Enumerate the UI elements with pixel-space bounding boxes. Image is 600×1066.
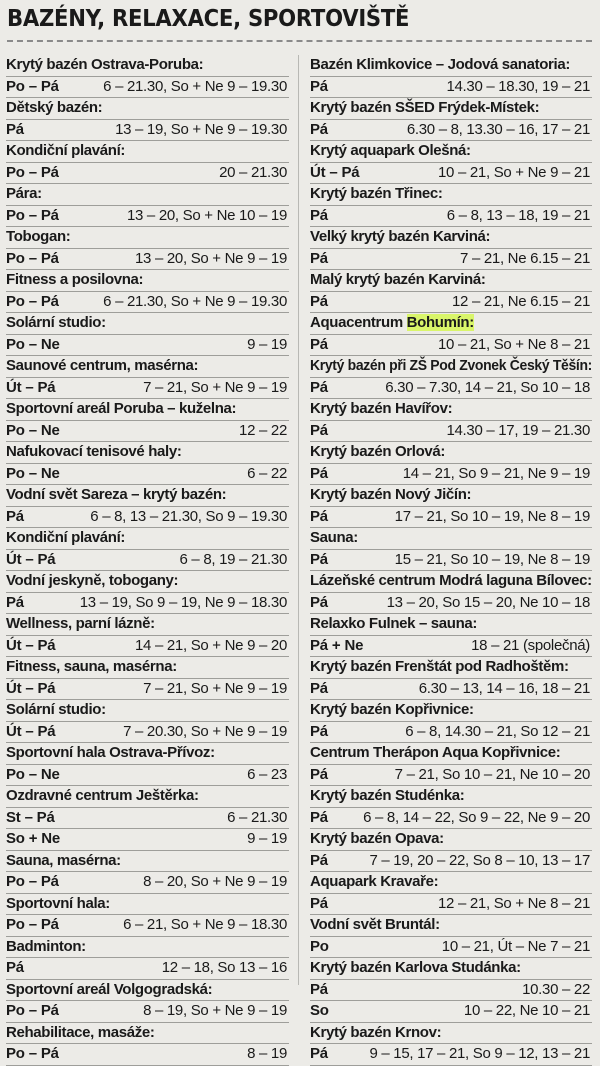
schedule-days: Po (310, 937, 329, 955)
schedule-days: Po – Pá (6, 292, 59, 310)
schedule-row (6, 378, 289, 400)
schedule-hours: 7 – 19, 20 – 22, So 8 – 10, 13 – 17 (369, 851, 590, 869)
schedule-row (6, 1044, 289, 1066)
venue-name: Krytý bazén Studénka: (310, 786, 592, 808)
venue-entry (310, 356, 592, 399)
venue-name: Malý krytý bazén Karviná: (310, 270, 592, 292)
schedule-hours: 10 – 22, Ne 10 – 21 (463, 1002, 590, 1019)
venue-name: Bazén Klimkovice – Jodová sanatoria: (310, 55, 592, 77)
schedule-row (310, 1001, 592, 1023)
schedule-hours: 6 – 8, 14 – 22, So 9 – 22, Ne 9 – 20 (363, 808, 590, 826)
highlighted-text: Bohumín: (406, 314, 474, 331)
schedule-days: Pá (310, 421, 328, 439)
schedule-hours: 13 – 20, So + Ne 9 – 19 (135, 249, 287, 267)
schedule-hours: 9 – 15, 17 – 21, So 9 – 12, 13 – 21 (369, 1045, 590, 1062)
schedule-days: Út – Pá (6, 722, 56, 740)
schedule-row (6, 808, 289, 830)
schedule-hours: 7 – 20.30, So + Ne 9 – 19 (123, 722, 287, 740)
schedule-row (6, 249, 289, 271)
schedule-days: Pá (6, 120, 24, 138)
schedule-hours: 8 – 20, So + Ne 9 – 19 (143, 873, 287, 890)
venue-name (310, 313, 592, 335)
schedule-hours: 10 – 21, So + Ne 8 – 21 (438, 335, 590, 353)
schedule-days: Pá (310, 765, 328, 783)
venue-entry (6, 270, 289, 313)
schedule-days: Po – Ne (6, 765, 60, 783)
venue-name: Wellness, parní lázně: (6, 614, 289, 636)
schedule-row (310, 335, 592, 357)
schedule-hours: 6 – 21.30, So + Ne 9 – 19.30 (103, 77, 287, 95)
venue-name: Krytý bazén Ostrava-Poruba: (6, 55, 289, 77)
schedule-days: Pá + Ne (310, 636, 364, 654)
venue-entry (310, 614, 592, 657)
venue-name: Tobogan: (6, 227, 289, 249)
venue-entry (310, 55, 592, 98)
schedule-days: Po – Pá (6, 163, 59, 181)
schedule-days: Po – Ne (6, 421, 60, 439)
venue-entry (6, 528, 289, 571)
schedule-days: Pá (310, 120, 328, 138)
venue-entry (6, 313, 289, 356)
schedule-row (310, 464, 592, 486)
schedule-hours: 14.30 – 18.30, 19 – 21 (446, 77, 590, 95)
venue-name: Sportovní hala: (6, 894, 289, 916)
venue-entry (310, 442, 592, 485)
schedule-days: Pá (310, 550, 328, 568)
venue-entry (310, 786, 592, 829)
schedule-row (310, 507, 592, 529)
schedule-row (6, 292, 289, 314)
schedule-row (310, 77, 592, 99)
venue-entry (6, 700, 289, 743)
venue-entry (6, 227, 289, 270)
schedule-days: Po – Ne (6, 335, 60, 353)
schedule-hours: 8 – 19 (247, 1045, 287, 1062)
schedule-row (310, 550, 592, 572)
schedule-row (6, 550, 289, 572)
schedule-days: Po – Pá (6, 873, 59, 890)
schedule-days: Pá (310, 292, 328, 310)
schedule-hours: 15 – 21, So 10 – 19, Ne 8 – 19 (394, 550, 590, 568)
schedule-hours: 6 – 22 (247, 464, 287, 482)
schedule-hours: 6 – 21.30, So + Ne 9 – 19.30 (103, 292, 287, 310)
venue-entry (6, 743, 289, 786)
venue-entry (310, 829, 592, 872)
schedule-hours: 10.30 – 22 (522, 980, 590, 998)
schedule-hours: 6 – 8, 14.30 – 21, So 12 – 21 (405, 722, 590, 740)
schedule-row (310, 421, 592, 443)
venue-entry (310, 700, 592, 743)
schedule-row (6, 915, 289, 937)
schedule-row (310, 894, 592, 916)
schedule-row (310, 378, 592, 400)
venue-name: Badminton: (6, 937, 289, 959)
venue-entry (6, 356, 289, 399)
schedule-days: Pá (310, 851, 328, 869)
schedule-row (6, 335, 289, 357)
schedule-row (6, 77, 289, 99)
venue-entry (310, 399, 592, 442)
venue-name: Krytý bazén při ZŠ Pod Zvonek Český Těšín: (310, 356, 592, 378)
venue-name: Fitness a posilovna: (6, 270, 289, 292)
schedule-hours: 13 – 20, So + Ne 10 – 19 (126, 206, 287, 224)
venue-name: Sauna, masérna: (6, 851, 289, 873)
schedule-hours: 9 – 19 (247, 335, 287, 353)
schedule-hours: 6 – 21.30 (227, 808, 287, 826)
venue-entry (310, 227, 592, 270)
schedule-row (310, 851, 592, 873)
schedule-hours: 10 – 21, Út – Ne 7 – 21 (441, 937, 590, 955)
schedule-days: Pá (6, 507, 24, 525)
schedule-days: Pá (310, 378, 328, 396)
schedule-hours: 12 – 21, Ne 6.15 – 21 (452, 292, 590, 310)
schedule-hours: 6.30 – 7.30, 14 – 21, So 10 – 18 (385, 378, 590, 396)
venue-name: Dětský bazén: (6, 98, 289, 120)
schedule-row (6, 507, 289, 529)
schedule-days: Pá (310, 1045, 328, 1062)
schedule-hours: 13 – 20, So 15 – 20, Ne 10 – 18 (386, 593, 590, 611)
venue-name: Kondiční plavání: (6, 528, 289, 550)
venue-entry (310, 98, 592, 141)
schedule-hours: 6 – 8, 13 – 21.30, So 9 – 19.30 (90, 507, 287, 525)
schedule-hours: 14.30 – 17, 19 – 21.30 (446, 421, 590, 439)
venue-name: Krytý bazén Frenštát pod Radhoštěm: (310, 657, 592, 679)
venue-name: Vodní svět Bruntál: (310, 915, 592, 937)
venue-name: Krytý aquapark Olešná: (310, 141, 592, 163)
schedule-row (6, 593, 289, 615)
schedule-days: Pá (310, 507, 328, 525)
schedule-days: Pá (310, 593, 328, 611)
schedule-hours: 14 – 21, So + Ne 9 – 20 (135, 636, 287, 654)
venue-name: Sauna: (310, 528, 592, 550)
schedule-days: Pá (310, 808, 328, 826)
schedule-days: Pá (310, 249, 328, 267)
schedule-row (310, 163, 592, 185)
venue-entry (310, 872, 592, 915)
schedule-row (6, 206, 289, 228)
schedule-days: Po – Ne (6, 464, 60, 482)
schedule-row (310, 722, 592, 744)
schedule-hours: 6 – 8, 13 – 18, 19 – 21 (446, 206, 590, 224)
venue-name-text: Aquacentrum (310, 314, 407, 331)
schedule-days: St – Pá (6, 808, 55, 826)
schedule-hours: 6 – 23 (247, 765, 287, 783)
schedule-days: Pá (310, 77, 328, 95)
venue-entry (6, 1023, 289, 1066)
schedule-days: Pá (310, 980, 328, 998)
venue-name: Sportovní areál Volgogradská: (6, 980, 289, 1002)
venue-name: Solární studio: (6, 313, 289, 335)
schedule-row (310, 636, 592, 658)
schedule-hours: 8 – 19, So + Ne 9 – 19 (143, 1002, 287, 1019)
venue-entry (310, 270, 592, 313)
venue-name: Krytý bazén Karlova Studánka: (310, 958, 592, 980)
venue-name: Kondiční plavání: (6, 141, 289, 163)
right-column (310, 55, 592, 1066)
schedule-hours: 10 – 21, So + Ne 9 – 21 (438, 163, 590, 181)
venue-entry (6, 657, 289, 700)
schedule-days: So + Ne (6, 830, 61, 847)
schedule-hours: 6.30 – 13, 14 – 16, 18 – 21 (418, 679, 590, 697)
venue-entry (310, 313, 592, 356)
schedule-hours: 12 – 18, So 13 – 16 (161, 959, 287, 976)
venue-name: Krytý bazén Opava: (310, 829, 592, 851)
venue-entry (310, 141, 592, 184)
schedule-row (310, 249, 592, 271)
venue-name: Relaxko Fulnek – sauna: (310, 614, 592, 636)
schedule-row (6, 722, 289, 744)
venue-entry (6, 485, 289, 528)
schedule-days: Út – Pá (6, 550, 56, 568)
schedule-row (310, 937, 592, 959)
venue-entry (6, 399, 289, 442)
venue-entry (310, 958, 592, 1023)
schedule-row (6, 163, 289, 185)
schedule-hours: 13 – 19, So 9 – 19, Ne 9 – 18.30 (79, 593, 287, 611)
venue-name: Vodní svět Sareza – krytý bazén: (6, 485, 289, 507)
schedule-row (6, 765, 289, 787)
venue-entry (6, 980, 289, 1023)
schedule-days: Út – Pá (6, 679, 56, 697)
venue-entry (6, 614, 289, 657)
venue-name: Krytý bazén Nový Jičín: (310, 485, 592, 507)
schedule-days: Út – Pá (310, 163, 360, 181)
schedule-days: Út – Pá (6, 636, 56, 654)
schedule-row (6, 872, 289, 894)
schedule-row (6, 421, 289, 443)
venue-entry (310, 1023, 592, 1066)
venue-entry (310, 184, 592, 227)
schedule-row (310, 980, 592, 1002)
venue-entry (6, 442, 289, 485)
schedule-days: Po – Pá (6, 249, 59, 267)
venue-entry (310, 528, 592, 571)
venue-name: Krytý bazén SŠED Frýdek-Místek: (310, 98, 592, 120)
schedule-hours: 12 – 21, So + Ne 8 – 21 (438, 894, 590, 912)
venue-entry (310, 657, 592, 700)
schedule-row (310, 765, 592, 787)
schedule-row (310, 120, 592, 142)
venue-entry (310, 915, 592, 958)
schedule-row (310, 292, 592, 314)
venue-name: Lázeňské centrum Modrá laguna Bílovec: (310, 571, 592, 593)
schedule-days: Pá (310, 894, 328, 912)
schedule-row (6, 120, 289, 142)
schedule-hours: 6 – 21, So + Ne 9 – 18.30 (123, 916, 287, 933)
venue-entry (310, 743, 592, 786)
venue-entry (6, 937, 289, 980)
schedule-hours: 13 – 19, So + Ne 9 – 19.30 (115, 120, 287, 138)
schedule-hours: 6.30 – 8, 13.30 – 16, 17 – 21 (406, 120, 590, 138)
schedule-hours: 7 – 21, So 10 – 21, Ne 10 – 20 (394, 765, 590, 783)
venue-name: Krytý bazén Havířov: (310, 399, 592, 421)
venue-name: Centrum Therápon Aqua Kopřivnice: (310, 743, 592, 765)
schedule-row (6, 829, 289, 851)
schedule-days: Po – Pá (6, 206, 59, 224)
venue-name: Pára: (6, 184, 289, 206)
schedule-days: So (310, 1002, 329, 1019)
title-divider (7, 40, 592, 42)
schedule-days: Pá (310, 722, 328, 740)
schedule-hours: 7 – 21, So + Ne 9 – 19 (143, 679, 287, 697)
venue-name: Sportovní areál Poruba – kuželna: (6, 399, 289, 421)
venue-name: Solární studio: (6, 700, 289, 722)
venue-name: Krytý bazén Třinec: (310, 184, 592, 206)
schedule-days: Pá (310, 679, 328, 697)
schedule-hours: 7 – 21, Ne 6.15 – 21 (460, 249, 590, 267)
schedule-days: Po – Pá (6, 1002, 59, 1019)
venue-name: Krytý bazén Krnov: (310, 1023, 592, 1045)
schedule-days: Pá (6, 593, 24, 611)
venue-entry (6, 894, 289, 937)
venue-entry (310, 571, 592, 614)
schedule-days: Pá (310, 464, 328, 482)
schedule-hours: 9 – 19 (247, 830, 287, 847)
venue-entry (6, 851, 289, 894)
schedule-hours: 12 – 22 (239, 421, 287, 439)
venue-entry (6, 184, 289, 227)
schedule-hours: 7 – 21, So + Ne 9 – 19 (143, 378, 287, 396)
venue-entry (6, 98, 289, 141)
venue-name: Krytý bazén Kopřivnice: (310, 700, 592, 722)
schedule-hours: 6 – 8, 19 – 21.30 (179, 550, 287, 568)
venue-name: Rehabilitace, masáže: (6, 1023, 289, 1045)
schedule-row (310, 206, 592, 228)
venue-name: Aquapark Kravaře: (310, 872, 592, 894)
schedule-days: Po – Pá (6, 1045, 59, 1062)
venue-name: Vodní jeskyně, tobogany: (6, 571, 289, 593)
left-column (6, 55, 289, 1066)
schedule-hours: 18 – 21 (společná) (471, 636, 590, 654)
schedule-row (310, 593, 592, 615)
schedule-days: Po – Pá (6, 77, 59, 95)
venue-entry (6, 571, 289, 614)
schedule-days: Pá (6, 959, 24, 976)
schedule-row (6, 958, 289, 980)
schedule-row (310, 679, 592, 701)
venue-name: Sportovní hala Ostrava-Přívoz: (6, 743, 289, 765)
schedule-days: Út – Pá (6, 378, 56, 396)
venue-name: Velký krytý bazén Karviná: (310, 227, 592, 249)
schedule-row (6, 1001, 289, 1023)
venue-name: Nafukovací tenisové haly: (6, 442, 289, 464)
schedule-row (6, 679, 289, 701)
schedule-hours: 20 – 21.30 (219, 163, 287, 181)
venue-name: Krytý bazén Orlová: (310, 442, 592, 464)
venue-name: Fitness, sauna, masérna: (6, 657, 289, 679)
schedule-hours: 17 – 21, So 10 – 19, Ne 8 – 19 (394, 507, 590, 525)
schedule-days: Pá (310, 206, 328, 224)
schedule-row (310, 808, 592, 830)
venue-entry (6, 786, 289, 851)
venue-name: Saunové centrum, masérna: (6, 356, 289, 378)
schedule-hours: 14 – 21, So 9 – 21, Ne 9 – 19 (402, 464, 590, 482)
venue-entry (310, 485, 592, 528)
schedule-row (310, 1044, 592, 1066)
venue-entry (6, 55, 289, 98)
schedule-days: Pá (310, 335, 328, 353)
schedule-days: Po – Pá (6, 916, 59, 933)
venue-name: Ozdravné centrum Ještěrka: (6, 786, 289, 808)
column-divider (298, 55, 299, 985)
venue-entry (6, 141, 289, 184)
schedule-row (6, 636, 289, 658)
page-title: BAZÉNY, RELAXACE, SPORTOVIŠTĚ (7, 6, 410, 32)
schedule-row (6, 464, 289, 486)
